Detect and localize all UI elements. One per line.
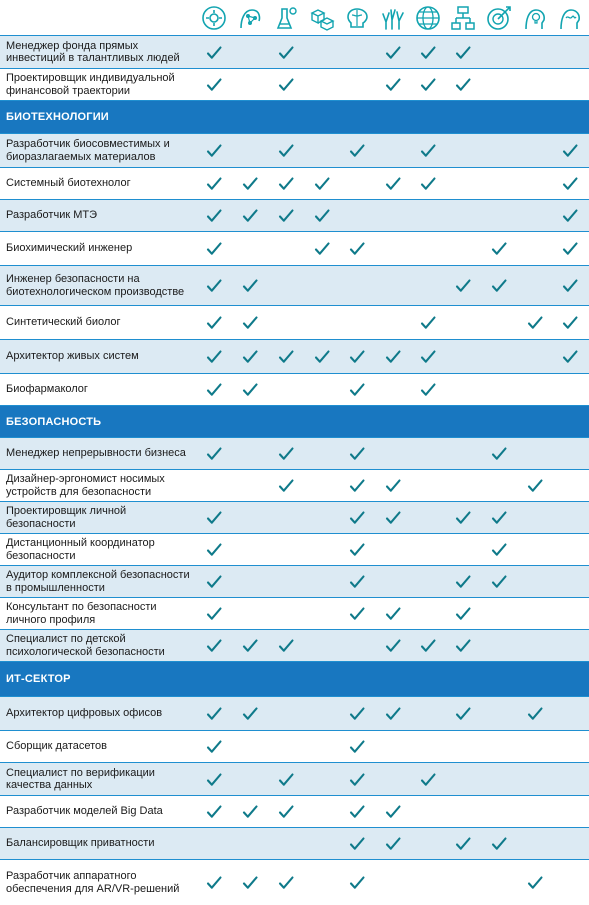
checkmark-icon xyxy=(206,574,222,590)
profession-name: Разработчик биосовместимых и биоразлагаемых материалов xyxy=(6,138,170,163)
checkmark-icon xyxy=(385,706,401,722)
brain-icon xyxy=(343,4,371,32)
flowchart-icon xyxy=(449,4,477,32)
table-row xyxy=(0,629,589,661)
checkmark-icon xyxy=(491,574,507,590)
checkmark-icon xyxy=(455,510,471,526)
checkmark-icon xyxy=(420,315,436,331)
checkmark-icon xyxy=(314,208,330,224)
checkmark-icon xyxy=(349,804,365,820)
section-title: ИТ-СЕКТОР xyxy=(6,673,71,685)
table-row xyxy=(0,68,589,100)
checkmark-icon xyxy=(420,638,436,654)
checkmark-icon xyxy=(242,176,258,192)
profession-name: Инженер безопасности на биотехнологическом производстве xyxy=(6,273,185,298)
checkmark-icon xyxy=(278,446,294,462)
checkmark-icon xyxy=(278,45,294,61)
table-row xyxy=(0,501,589,533)
checkmark-icon xyxy=(206,315,222,331)
checkmark-icon xyxy=(206,542,222,558)
profession-name: Консультант по безопасности личного профиля xyxy=(6,601,157,626)
checkmark-icon xyxy=(349,739,365,755)
profession-name: Биохимический инженер xyxy=(6,242,133,255)
checkmark-icon xyxy=(455,45,471,61)
profession-name: Дизайнер-эргономист носимых устройств для безопасности xyxy=(6,473,165,498)
table-row xyxy=(0,35,589,68)
section-header xyxy=(0,100,589,133)
checkmark-icon xyxy=(385,804,401,820)
section-title: БЕЗОПАСНОСТЬ xyxy=(6,415,102,428)
checkmark-icon xyxy=(278,143,294,159)
icon-header-row xyxy=(0,0,589,35)
checkmark-icon xyxy=(562,143,578,159)
checkmark-icon xyxy=(278,875,294,891)
profession-name: Синтетический биолог xyxy=(6,316,121,329)
table-row xyxy=(0,730,589,762)
table-row xyxy=(0,133,589,167)
checkmark-icon xyxy=(491,542,507,558)
table-row xyxy=(0,762,589,795)
checkmark-icon xyxy=(420,772,436,788)
profession-name: Проектировщик индивидуальной финансовой траектории xyxy=(6,72,175,97)
checkmark-icon xyxy=(385,176,401,192)
profession-name: Аудитор комплексной безопасности в промышленности xyxy=(6,569,190,594)
checkmark-icon xyxy=(206,382,222,398)
checkmark-icon xyxy=(491,510,507,526)
table-row xyxy=(0,231,589,265)
checkmark-icon xyxy=(562,208,578,224)
table-row xyxy=(0,533,589,565)
table-row xyxy=(0,373,589,405)
globe-icon xyxy=(414,4,442,32)
section-header xyxy=(0,405,589,437)
profession-name: Архитектор живых систем xyxy=(6,350,139,363)
checkmark-icon xyxy=(349,542,365,558)
checkmark-icon xyxy=(242,349,258,365)
checkmark-icon xyxy=(242,638,258,654)
network-head-icon xyxy=(236,4,264,32)
checkmark-icon xyxy=(206,45,222,61)
table-row xyxy=(0,469,589,501)
checkmark-icon xyxy=(420,77,436,93)
checkmark-icon xyxy=(455,638,471,654)
checkmark-icon xyxy=(349,510,365,526)
table-row xyxy=(0,305,589,339)
checkmark-icon xyxy=(455,278,471,294)
table-row xyxy=(0,597,589,629)
checkmark-icon xyxy=(455,574,471,590)
checkmark-icon xyxy=(278,772,294,788)
checkmark-icon xyxy=(206,772,222,788)
table-row xyxy=(0,827,589,859)
table-row xyxy=(0,199,589,231)
checkmark-icon xyxy=(385,510,401,526)
table-row xyxy=(0,265,589,305)
checkmark-icon xyxy=(420,176,436,192)
checkmark-icon xyxy=(206,510,222,526)
checkmark-icon xyxy=(491,446,507,462)
checkmark-icon xyxy=(349,836,365,852)
section-title: БИОТЕХНОЛОГИИ xyxy=(6,111,109,123)
table-row xyxy=(0,167,589,199)
checkmark-icon xyxy=(349,446,365,462)
checkmark-icon xyxy=(385,836,401,852)
raised-hands-icon xyxy=(379,4,407,32)
checkmark-icon xyxy=(206,706,222,722)
checkmark-icon xyxy=(278,804,294,820)
checkmark-icon xyxy=(527,706,543,722)
checkmark-icon xyxy=(206,638,222,654)
checkmark-icon xyxy=(242,382,258,398)
checkmark-icon xyxy=(349,772,365,788)
checkmark-icon xyxy=(242,315,258,331)
checkmark-icon xyxy=(385,638,401,654)
checkmark-icon xyxy=(242,208,258,224)
checkmark-icon xyxy=(349,574,365,590)
gear-head-icon xyxy=(200,4,228,32)
checkmark-icon xyxy=(206,606,222,622)
checkmark-icon xyxy=(385,77,401,93)
profession-name: Сборщик датасетов xyxy=(6,740,107,753)
checkmark-icon xyxy=(527,315,543,331)
profession-name: Специалист по детской психологической безопасности xyxy=(6,633,165,658)
table-row xyxy=(0,795,589,827)
checkmark-icon xyxy=(562,278,578,294)
checkmark-icon xyxy=(491,836,507,852)
checkmark-icon xyxy=(278,349,294,365)
checkmark-icon xyxy=(491,278,507,294)
checkmark-icon xyxy=(527,478,543,494)
checkmark-icon xyxy=(349,382,365,398)
cubes-icon xyxy=(308,4,336,32)
checkmark-icon xyxy=(206,875,222,891)
checkmark-icon xyxy=(206,739,222,755)
checkmark-icon xyxy=(385,349,401,365)
checkmark-icon xyxy=(206,77,222,93)
checkmark-icon xyxy=(206,176,222,192)
checkmark-icon xyxy=(562,349,578,365)
checkmark-icon xyxy=(455,706,471,722)
checkmark-icon xyxy=(242,706,258,722)
checkmark-icon xyxy=(385,478,401,494)
checkmark-icon xyxy=(385,606,401,622)
checkmark-icon xyxy=(206,804,222,820)
checkmark-icon xyxy=(278,638,294,654)
checkmark-icon xyxy=(349,606,365,622)
checkmark-icon xyxy=(278,176,294,192)
checkmark-icon xyxy=(242,804,258,820)
checkmark-icon xyxy=(278,478,294,494)
checkmark-icon xyxy=(278,208,294,224)
profession-name: Менеджер фонда прямых инвестиций в талантливых людей xyxy=(6,39,180,64)
checkmark-icon xyxy=(242,875,258,891)
table-row xyxy=(0,859,589,905)
checkmark-icon xyxy=(206,241,222,257)
checkmark-icon xyxy=(455,836,471,852)
table-row xyxy=(0,437,589,469)
checkmark-icon xyxy=(349,143,365,159)
checkmark-icon xyxy=(349,478,365,494)
profession-name: Проектировщик личной безопасности xyxy=(6,505,127,530)
checkmark-icon xyxy=(242,278,258,294)
profession-name: Балансировщик приватности xyxy=(6,837,155,850)
checkmark-icon xyxy=(206,208,222,224)
checkmark-icon xyxy=(314,176,330,192)
checkmark-icon xyxy=(455,77,471,93)
profession-name: Менеджер непрерывности бизнеса xyxy=(6,447,186,460)
checkmark-icon xyxy=(314,349,330,365)
profession-name: Биофармаколог xyxy=(6,383,88,396)
checkmark-icon xyxy=(420,45,436,61)
profession-name: Дистанционный координатор безопасности xyxy=(6,537,155,562)
profession-name: Архитектор цифровых офисов xyxy=(6,707,163,720)
checkmark-icon xyxy=(349,349,365,365)
checkmark-icon xyxy=(206,349,222,365)
checkmark-icon xyxy=(206,143,222,159)
profession-name: Разработчик моделей Big Data xyxy=(6,805,163,818)
lightbulb-head-icon xyxy=(521,4,549,32)
checkmark-icon xyxy=(562,241,578,257)
table-row xyxy=(0,339,589,373)
checkmark-icon xyxy=(206,446,222,462)
checkmark-icon xyxy=(527,875,543,891)
checkmark-icon xyxy=(420,349,436,365)
section-header xyxy=(0,661,589,696)
head-scribble-icon xyxy=(556,4,584,32)
checkmark-icon xyxy=(385,45,401,61)
checkmark-icon xyxy=(206,278,222,294)
checkmark-icon xyxy=(349,875,365,891)
table-row xyxy=(0,696,589,730)
lab-flasks-icon xyxy=(272,4,300,32)
target-arrow-icon xyxy=(485,4,513,32)
checkmark-icon xyxy=(455,606,471,622)
checkmark-icon xyxy=(278,77,294,93)
checkmark-icon xyxy=(562,176,578,192)
profession-name: Системный биотехнолог xyxy=(6,177,131,190)
checkmark-icon xyxy=(491,241,507,257)
checkmark-icon xyxy=(349,241,365,257)
checkmark-icon xyxy=(420,143,436,159)
checkmark-icon xyxy=(420,382,436,398)
profession-name: Разработчик МТЭ xyxy=(6,209,97,222)
checkmark-icon xyxy=(349,706,365,722)
table-row xyxy=(0,565,589,597)
profession-name: Специалист по верификации качества данных xyxy=(6,766,155,791)
profession-name: Разработчик аппаратного обеспечения для AR/VR-решений xyxy=(6,870,180,895)
checkmark-icon xyxy=(314,241,330,257)
checkmark-icon xyxy=(562,315,578,331)
